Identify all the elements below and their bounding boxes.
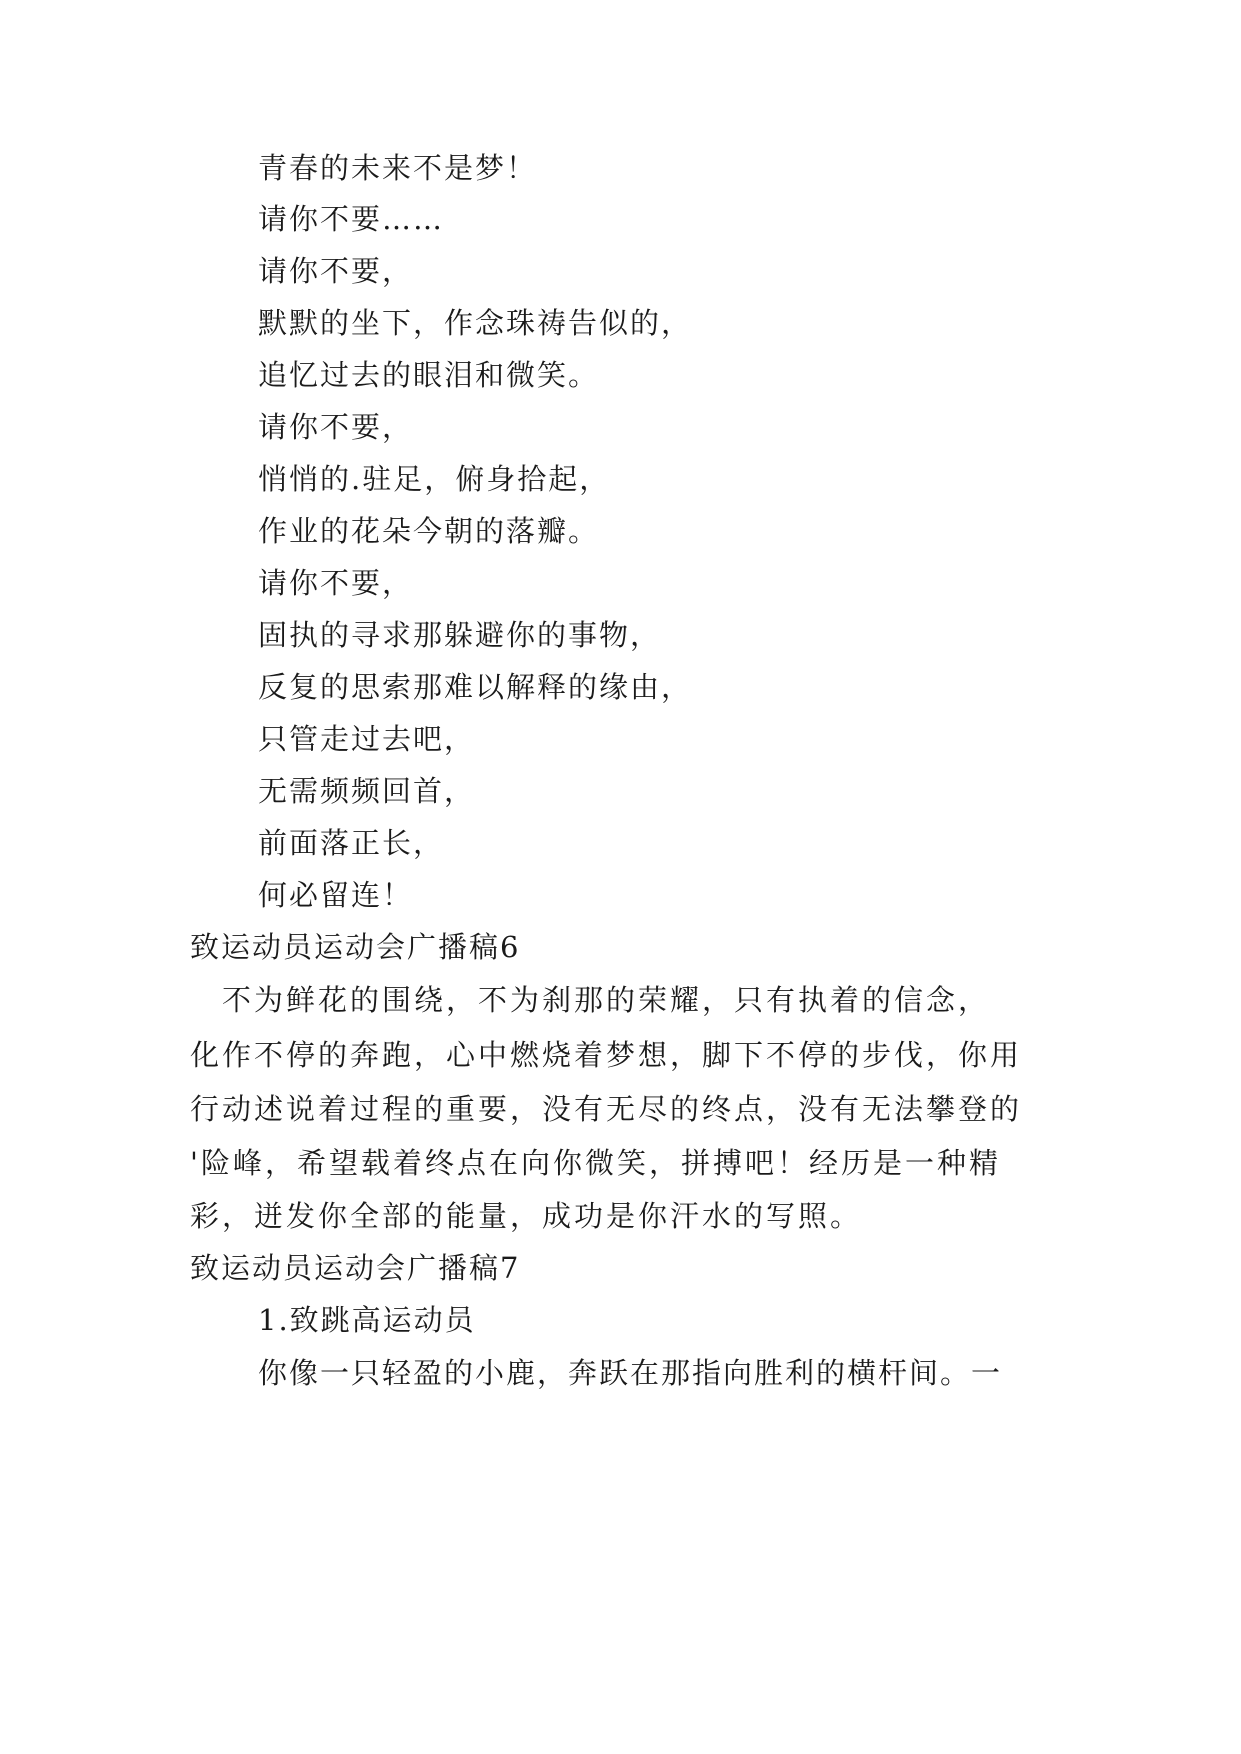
paragraph-line: '险峰，希望载着终点在向你微笑，拼搏吧！经历是一种精 [190,1146,1001,1180]
poem-line: 反复的思索那难以解释的缘由， [258,670,693,704]
paragraph-line: 行动述说着过程的重要，没有无尽的终点，没有无法攀登的 [190,1092,1023,1126]
poem-line: 何必留连！ [258,878,414,912]
poem-line: 作业的花朵今朝的落瓣。 [258,514,600,548]
poem-line: 悄悄的.驻足，俯身拾起， [258,462,611,496]
poem-line: 请你不要， [258,566,414,600]
section-heading-7: 致运动员运动会广播稿7 [190,1251,521,1285]
poem-line: 请你不要， [258,254,414,288]
item-text: 你像一只轻盈的小鹿，奔跃在那指向胜利的横杆间。一 [258,1356,1003,1390]
poem-line: 青春的未来不是梦！ [258,151,538,185]
poem-line: 请你不要， [258,410,414,444]
poem-line: 只管走过去吧， [258,722,476,756]
section-heading-6: 致运动员运动会广播稿6 [190,930,521,964]
paragraph-line: 不为鲜花的围绕，不为刹那的荣耀，只有执着的信念， [190,983,991,1017]
poem-line: 固执的寻求那躲避你的事物， [258,618,662,652]
poem-line: 请你不要…… [258,202,445,236]
item-title: 1.致跳高运动员 [258,1303,476,1337]
paragraph-line: 彩，迸发你全部的能量，成功是你汗水的写照。 [190,1199,863,1233]
poem-line: 追忆过去的眼泪和微笑。 [258,358,600,392]
poem-line: 默默的坐下，作念珠祷告似的， [258,306,693,340]
paragraph-line: 化作不停的奔跑，心中燃烧着梦想，脚下不停的步伐，你用 [190,1038,1023,1072]
poem-line: 无需频频回首， [258,774,476,808]
poem-line: 前面落正长， [258,826,445,860]
